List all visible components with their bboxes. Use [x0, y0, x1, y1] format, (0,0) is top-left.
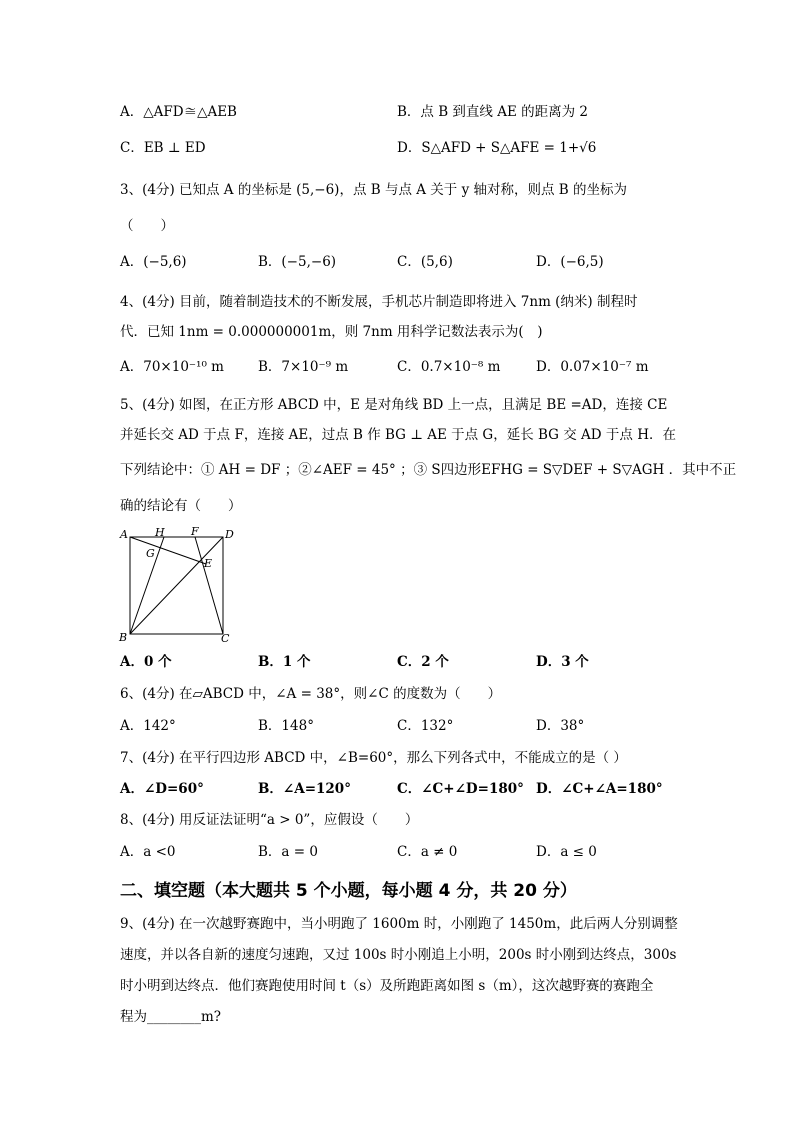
section-heading-fill-in: 二、填空题（本大题共 5 个小题，每小题 4 分，共 20 分）: [120, 881, 577, 901]
q6-option-d: D．38°: [536, 718, 585, 734]
q7-option-c: C．∠C+∠D=180°: [397, 781, 524, 797]
q3-option-c: C．(5,6): [397, 254, 453, 270]
square-abcd-figure: [115, 525, 240, 645]
fig-label-d: D: [225, 528, 234, 541]
q8-option-d: D．a ≤ 0: [536, 844, 597, 860]
q7-stem: 7、(4分) 在平行四边形 ABCD 中，∠B=60°，那么下列各式中，不能成立的是（ ）: [120, 750, 627, 766]
fig-label-b: B: [119, 631, 128, 644]
q8-option-c: C．a ≠ 0: [397, 844, 458, 860]
fig-label-f: F: [191, 525, 199, 538]
q9-stem-line3: 时小明到达终点．他们赛跑使用时间 t（s）及所跑距离如图 s（m），这次越野赛的赛跑全: [120, 978, 654, 994]
q5-stem-line2: 并延长交 AD 于点 F，连接 AE，过点 B 作 BG ⊥ AE 于点 G，延长 BG 交 AD 于点 H．在: [120, 427, 676, 443]
q3-stem-line1: 3、(4分) 已知点 A 的坐标是 (5,−6)，点 B 与点 A 关于 y 轴对称，则点 B 的坐标为: [120, 182, 627, 198]
q2-option-c: C．EB ⊥ ED: [120, 140, 206, 156]
q6-option-a: A．142°: [120, 718, 176, 734]
q3-stem-line2: （ ）: [120, 218, 174, 234]
q5-stem-line4: 确的结论有（ ）: [120, 498, 242, 514]
fig-label-c: C: [221, 632, 230, 645]
q5-option-b: B．1 个: [258, 654, 311, 670]
q5-option-a: A．0 个: [120, 654, 172, 670]
q4-option-a: A．70×10⁻¹⁰ m: [120, 359, 224, 375]
q8-option-b: B．a = 0: [258, 844, 318, 860]
q6-option-b: B．148°: [258, 718, 314, 734]
q7-option-d: D．∠C+∠A=180°: [536, 781, 663, 797]
fig-label-g: G: [146, 547, 155, 560]
q3-option-d: D．(−6,5): [536, 254, 604, 270]
q5-option-d: D．3 个: [536, 654, 589, 670]
q9-stem-line1: 9、(4分) 在一次越野赛跑中，当小明跑了 1600m 时，小刚跑了 1450m，此后两人分别调整: [120, 916, 678, 932]
q4-option-b: B．7×10⁻⁹ m: [258, 359, 349, 375]
q3-option-a: A．(−5,6): [120, 254, 187, 270]
q6-option-c: C．132°: [397, 718, 454, 734]
q5-option-c: C．2 个: [397, 654, 449, 670]
fig-label-h: H: [155, 526, 165, 539]
q9-stem-line2: 速度，并以各自新的速度匀速跑，又过 100s 时小刚追上小明，200s 时小刚到达终点，300s: [120, 947, 677, 963]
q8-option-a: A．a <0: [120, 844, 176, 860]
q4-option-c: C．0.7×10⁻⁸ m: [397, 359, 501, 375]
q7-option-a: A．∠D=60°: [120, 781, 204, 797]
q7-option-b: B．∠A=120°: [258, 781, 351, 797]
q9-stem-line4: 程为________m?: [120, 1009, 222, 1025]
q4-option-d: D．0.07×10⁻⁷ m: [536, 359, 649, 375]
q6-stem: 6、(4分) 在▱ABCD 中，∠A = 38°，则∠C 的度数为（ ）: [120, 686, 502, 702]
q3-option-b: B．(−5,−6): [258, 254, 337, 270]
q4-stem-line2: 代．已知 1nm = 0.000000001m，则 7nm 用科学记数法表示为( ): [120, 324, 543, 340]
q2-option-a: A．△AFD≅△AEB: [120, 104, 237, 120]
q4-stem-line1: 4、(4分) 目前，随着制造技术的不断发展，手机芯片制造即将进入 7nm (纳米) 制程时: [120, 294, 638, 310]
fig-label-a: A: [120, 528, 128, 541]
q5-stem-line1: 5、(4分) 如图，在正方形 ABCD 中，E 是对角线 BD 上一点，且满足 BE =AD，连接 CE: [120, 397, 668, 413]
q2-option-d: D．S△AFD + S△AFE = 1+√6: [397, 140, 597, 156]
q2-option-b: B．点 B 到直线 AE 的距离为 2: [397, 104, 588, 120]
q5-stem-line3: 下列结论中：① AH = DF ；②∠AEF = 45° ；③ S四边形EFHG = S▽DEF + S▽AGH ．其中不正: [120, 462, 737, 478]
fig-label-e: E: [204, 557, 213, 570]
q8-stem: 8、(4分) 用反证法证明“a > 0”，应假设（ ）: [120, 812, 419, 828]
